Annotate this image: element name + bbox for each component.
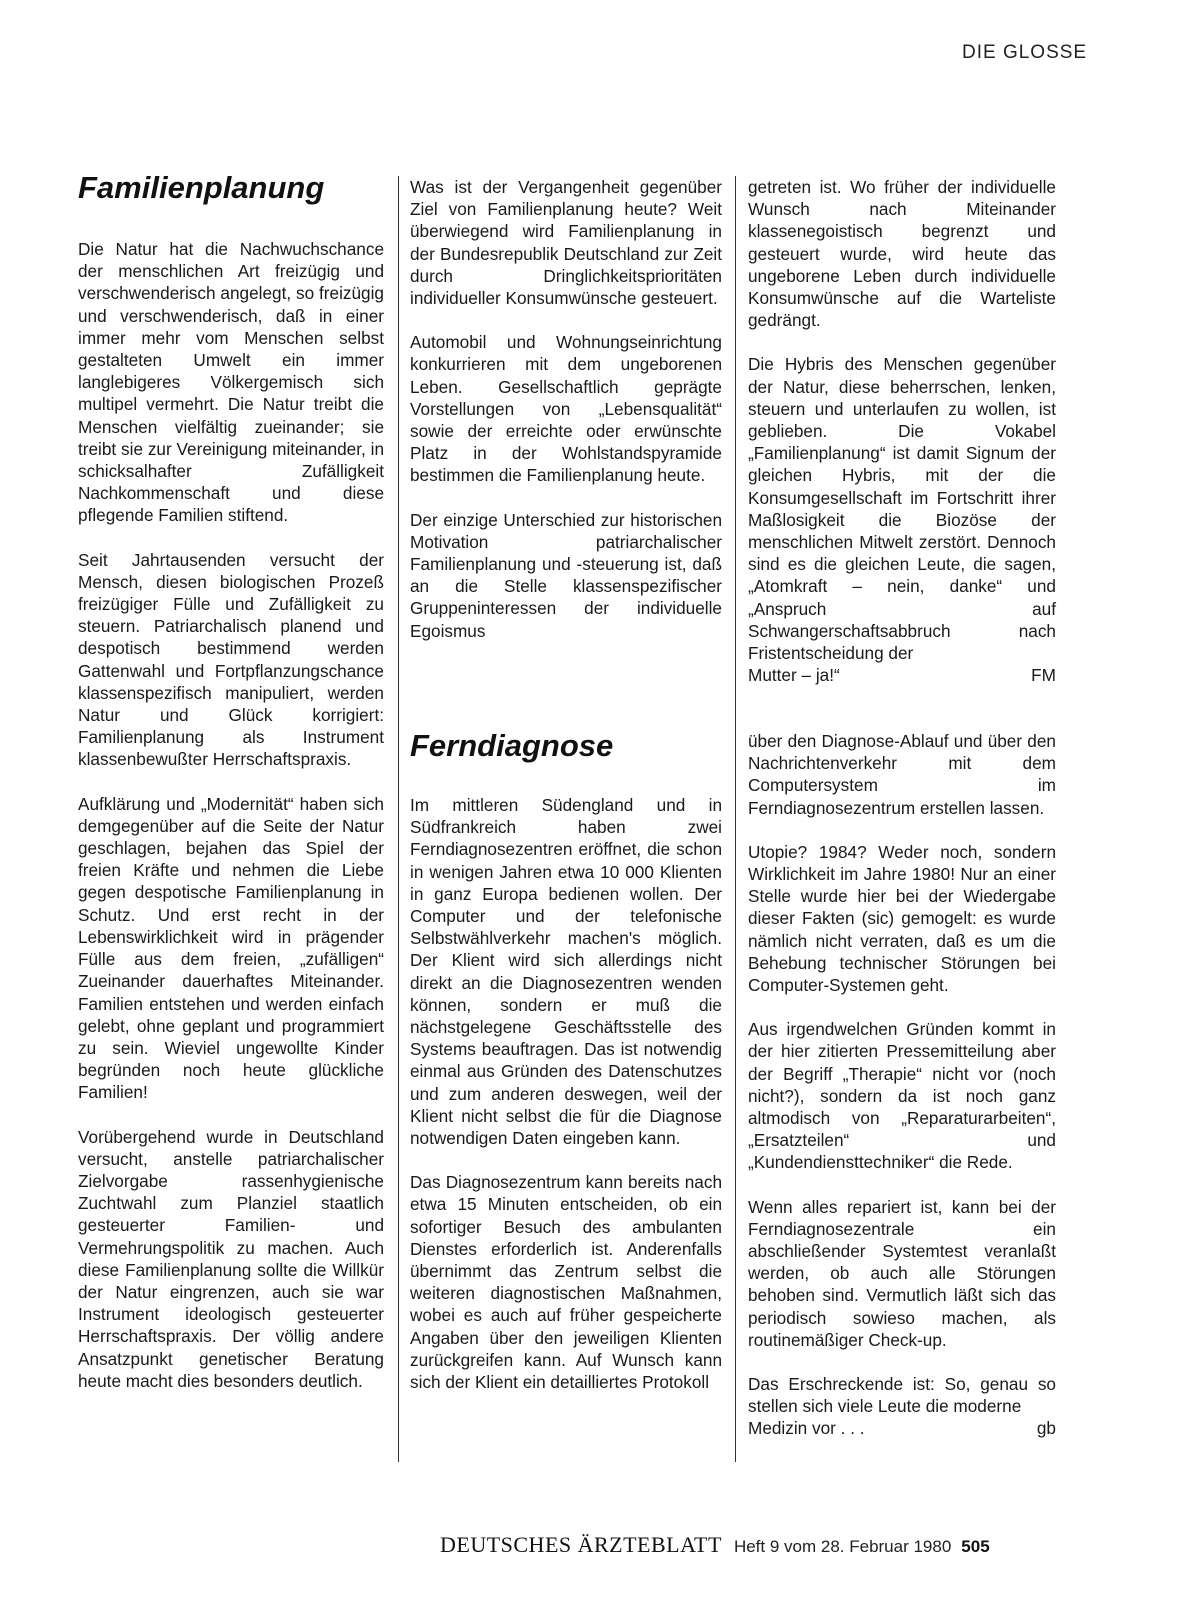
closing-text: Mutter – ja!“ [748,665,840,686]
page-number: 505 [961,1537,990,1556]
article2-column-3 [748,730,1056,1440]
paragraph: Das Diagnosezentrum kann bereits nach etwa 15 Minuten entscheiden, ob ein sofortiger Besuch des ambulanten Dienstes erforderlich ist. Anderenfalls übernimmt das Zentrum selbst die weiteren diagnostischen Maßnahmen, wobei es auch auf früher gespeicherte Angaben über den jeweiligen Klienten zurückgreifen kann. Auf Wunsch kann sich der Klient ein detailliertes Protokoll [410,1172,722,1393]
paragraph: Seit Jahrtausenden versucht der Mensch, diesen biologischen Prozeß freizügiger Fülle und Zufälligkeit zu steuern. Patriarchalisch planend und despotisch bestimmend werden Gattenwahl und Fortpflanzungschance klassenspezifisch manipuliert, werden Natur und Glück korrigiert: Familienplanung als Instrument klassenbewußter Herrschaftspraxis. [78,549,384,770]
article1-title: Familienplanung [78,170,325,205]
paragraph: Die Natur hat die Nachwuchschance der menschlichen Art freizügig und verschwenderisch angelegt, so freizügig und verschwenderisch, daß in einer immer mehr vom Menschen selbst gestalteten Umwelt ein immer langlebigeres Völkergemisch sich multipel vermehrt. Die Natur treibt die Menschen vielfältig zueinander; sie treibt sie zur Vereinigung miteinander, in schicksalhafter Zufälligkeit Nachkommenschaft und diese pflegende Familien stiftend. [78,239,384,526]
paragraph: Das Erschreckende ist: So, genau so stellen sich viele Leute die moderne [748,1374,1056,1417]
paragraph: Automobil und Wohnungseinrichtung konkurrieren mit dem ungeborenen Leben. Gesellschaftlich geprägte Vorstellungen von „Lebensqualität“ sowie der erreichte oder erwünschte Platz in der Wohlstandspyramide bestimmen die Familienplanung heute. [410,332,722,486]
paragraph: getreten ist. Wo früher der individuelle Wunsch nach Miteinander klassenegoistisch begrenzt und gesteuert wurde, wird heute das ungeborene Leben durch individuelle Konsumwünsche auf die Warteliste gedrängt. [748,177,1056,331]
paragraph: Aus irgendwelchen Gründen kommt in der hier zitierten Pressemitteilung aber der Begriff „Therapie“ nicht vor (noch nicht?), sondern da ist noch ganz altmodisch von „Reparaturarbeiten“, „Ersatzteilen“ und „Kundendiensttechniker“ die Rede. [748,1019,1056,1173]
author-signature: gb [1036,1418,1056,1439]
journal-name: DEUTSCHES ÄRZTEBLATT [440,1532,722,1557]
paragraph: über den Diagnose-Ablauf und über den Nachrichtenverkehr mit dem Computersystem im Ferndiagnosezentrum erstellen lassen. [748,731,1056,818]
paragraph: Der einzige Unterschied zur historischen Motivation patriarchalischer Familienplanung und -steuerung ist, daß an die Stelle klassenspezifischer Gruppeninteressen der individuelle Egoismus [410,509,722,641]
paragraph: Vorübergehend wurde in Deutschland versucht, anstelle patriarchalischer Zielvorgabe rassenhygienische Zuchtwahl zum Planziel staatlich gesteuerter Familien- und Vermehrungspolitik zu machen. Auch diese Familienplanung sollte die Willkür der Natur eingrenzen, auch sie war Instrument ideologisch gesteuerter Herrschaftspraxis. Der völlig andere Ansatzpunkt genetischer Beratung heute macht dies besonders deutlich. [78,1126,384,1391]
paragraph: Aufklärung und „Modernität“ haben sich demgegenüber auf die Seite der Natur geschlagen, bejahen das Spiel der freien Kräfte und nehmen die Liebe gegen despotische Familienplanung in Schutz. Und erst recht in der Lebenswirklichkeit wird in prägender Fülle aus dem freien, „zufälligen“ Zueinander dauerhaftes Miteinander. Familien entstehen und werden einfach gelebt, ohne geplant und programmiert zu sein. Wieviel ungewollte Kinder begründen noch heute glückliche Familien! [78,793,384,1103]
section-tag: DIE GLOSSE [962,42,1088,63]
article1-column-1 [78,170,384,1392]
page-footer [440,1532,1080,1558]
column-rule [398,176,399,1462]
paragraph: Was ist der Vergangenheit gegenüber Ziel von Familienplanung heute? Weit überwiegend wird Familienplanung in der Bundesrepublik Deutschland zur Zeit durch Dringlichkeitsprioritäten individueller Konsumwünsche gesteuert. [410,177,722,309]
author-signature: FM [1031,665,1056,686]
column-rule [735,176,736,1462]
paragraph: Utopie? 1984? Weder noch, sondern Wirklichkeit im Jahre 1980! Nur an einer Stelle wurde hier bei der Wiedergabe dieser Fakten (sic) gemogelt: es wurde nämlich nicht verraten, daß es um die Behebung technischer Störungen bei Computer-Systemen geht. [748,841,1056,996]
paragraph: Wenn alles repariert ist, kann bei der Ferndiagnosezentrale ein abschließender Systemtest veranlaßt werden, ob auch alle Störungen behoben sind. Vermutlich läßt sich das periodisch sowieso machen, als routinemäßiger Check-up. [748,1196,1056,1350]
article1-column-3 [748,176,1056,686]
article2-closing-line [748,1417,1056,1439]
article1-column-2 [410,176,722,642]
paragraph: Im mittleren Südengland und in Südfrankreich haben zwei Ferndiagnosezentren eröffnet, die schon in wenigen Jahren etwa 10 000 Klienten in ganz Europa bedienen wollen. Der Computer und der telefonische Selbstwählverkehr machen's möglich. Der Klient wird sich allerdings nicht direkt an die Diagnosezentren wenden können, sondern er muß die nächstgelegene Geschäftsstelle des Systems beauftragen. Das ist notwendig einmal aus Gründen des Datenschutzes und zum anderen deswegen, weil der Klient nicht selbst die für die Diagnose notwendigen Daten eingeben kann. [410,795,722,1149]
closing-text: Medizin vor . . . [748,1418,865,1439]
article2-title: Ferndiagnose [410,728,614,763]
article2-column-2 [410,728,722,1393]
paragraph: Die Hybris des Menschen gegenüber der Natur, diese beherrschen, lenken, steuern und unterlaufen zu wollen, ist geblieben. Die Vokabel „Familienplanung“ ist damit Signum der gleichen Hybris, mit der die Konsumgesellschaft im Fortschritt ihrer Maßlosigkeit die Biozöse der menschlichen Mitwelt zerstört. Dennoch sind es die gleichen Leute, die sagen, „Atomkraft – nein, danke“ und „Anspruch auf Schwangerschaftsabbruch nach Fristentscheidung der [748,354,1056,664]
article1-closing-line [748,664,1056,686]
issue-info: Heft 9 vom 28. Februar 1980 [733,1537,952,1556]
